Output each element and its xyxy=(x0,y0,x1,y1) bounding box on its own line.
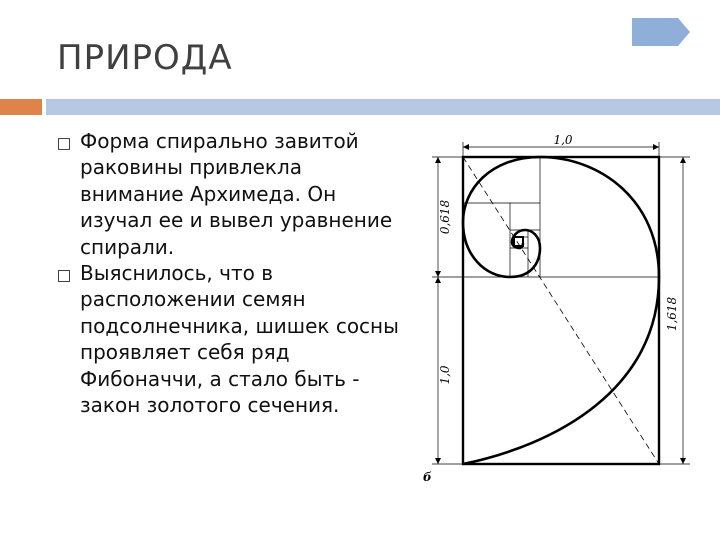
bullet-item xyxy=(56,128,408,260)
bullet-square-icon xyxy=(58,270,70,282)
dimension-label-right: 1,618 xyxy=(665,296,679,332)
golden-spiral-diagram xyxy=(418,125,694,487)
bullet-text: Форма спирально завитой раковины привлекла внимание Архимеда. Он изучал ее и вывел уравнение спирали. xyxy=(80,129,393,259)
diagonal-dashed xyxy=(463,157,659,464)
slide-title: ПРИРОДА xyxy=(57,38,233,78)
bullet-square-icon xyxy=(58,138,70,150)
golden-subdivisions xyxy=(463,157,659,277)
bullet-item xyxy=(56,260,408,418)
bullet-text: Выяснилось, что в расположении семян подсолнечника, шишек сосны проявляет себя ряд Фибоначчи, а стало быть - закон золотого сечения. xyxy=(80,261,399,418)
figure-corner-letter: б xyxy=(423,470,432,484)
dimension-label-left-upper: 0,618 xyxy=(438,199,452,235)
bullet-list xyxy=(56,128,408,418)
accent-bar-blue xyxy=(46,99,720,115)
dimension-label-top: 1,0 xyxy=(553,133,573,147)
arrow-marker-icon xyxy=(632,18,690,46)
accent-bar-orange xyxy=(0,99,42,115)
dimension-label-left-lower: 1,0 xyxy=(438,365,452,385)
